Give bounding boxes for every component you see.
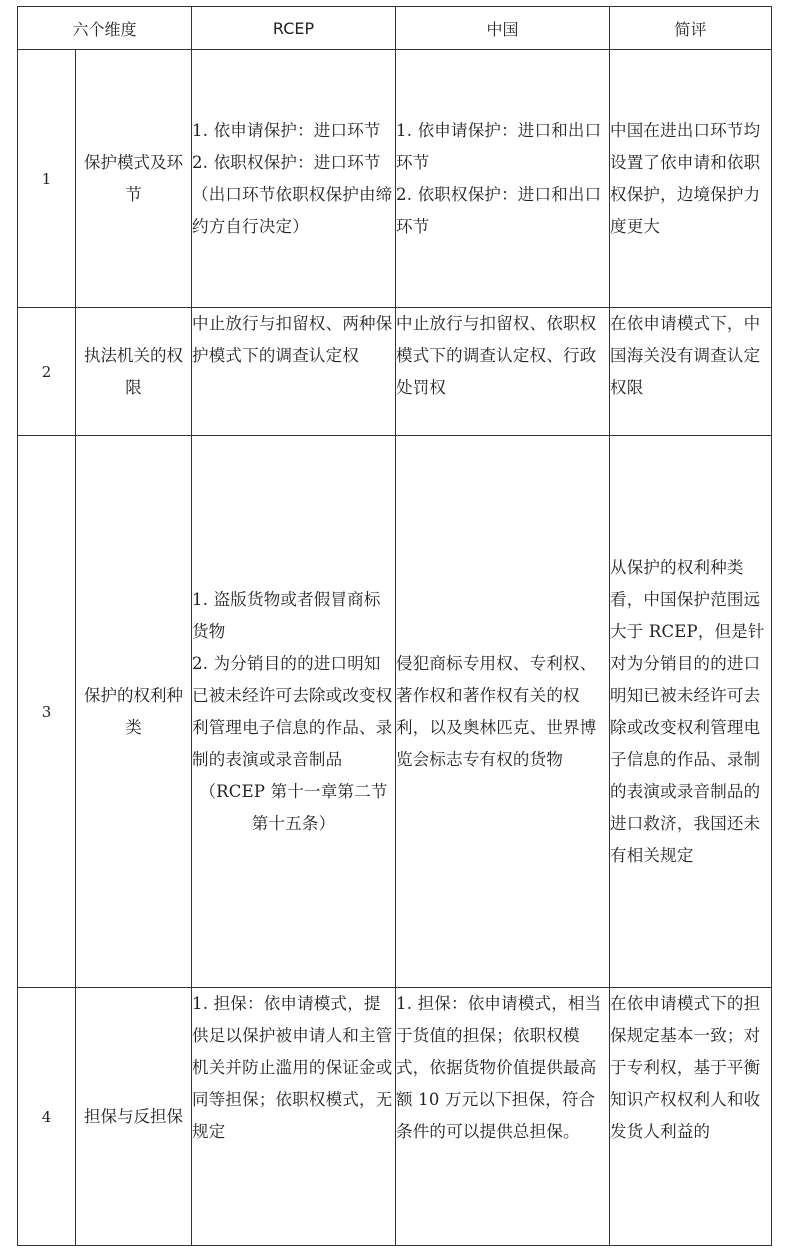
header-china: 中国: [396, 7, 610, 50]
row-number: 3: [18, 436, 76, 988]
table-row: [18, 50, 772, 308]
row-number: 1: [18, 50, 76, 308]
rcep-text: 1. 盗版货物或者假冒商标货物: [192, 589, 381, 641]
header-row: [18, 7, 772, 50]
comparison-table: [17, 6, 772, 1246]
table-row: [18, 308, 772, 436]
china-cell: [396, 988, 610, 1246]
header-dimension: 六个维度: [18, 7, 192, 50]
rcep-citation: （RCEP 第十一章第二节第十五条）: [199, 781, 388, 833]
china-text: 1. 依申请保护：进口和出口环节: [396, 120, 602, 172]
header-rcep: RCEP: [192, 7, 396, 50]
china-cell: [396, 50, 610, 308]
rcep-text: 2. 为分销目的的进口明知已被未经许可去除或改变权利管理电子信息的作品、录制的表演或录音制品: [192, 653, 393, 769]
header-comment: 简评: [610, 7, 772, 50]
china-text: 2. 依职权保护：进口和出口环节: [396, 184, 602, 236]
rcep-text: 2. 依职权保护：进口环节（出口环节依职权保护由缔约方自行决定）: [192, 152, 393, 236]
china-text: 1. 担保：依申请模式，相当于货值的担保；依职权模式，依据货物价值提供最高额 10 万元以下担保，符合条件的可以提供总担保。: [396, 994, 602, 1141]
rcep-cell: [192, 436, 396, 988]
comment-cell: [610, 50, 772, 308]
comment-text: 从保护的权利种类看，中国保护范围远大于 RCEP，但是针对为分销目的的进口明知已被未经许可去除或改变权利管理电子信息的作品、录制的表演或录音制品的进口救济，我国还未有相关规定: [610, 557, 765, 865]
row-number: 4: [18, 988, 76, 1246]
rcep-cell: [192, 308, 396, 436]
comment-cell: [610, 308, 772, 436]
china-cell: [396, 436, 610, 988]
rcep-text: 1. 依申请保护：进口环节: [192, 120, 381, 140]
china-text: 中止放行与扣留权、依职权模式下的调查认定权、行政处罚权: [396, 314, 597, 397]
china-cell: [396, 308, 610, 436]
row-number: 2: [18, 308, 76, 436]
table-row: [18, 988, 772, 1246]
comment-cell: [610, 436, 772, 988]
table-row: [18, 436, 772, 988]
rcep-text: 中止放行与扣留权、两种保护模式下的调查认定权: [192, 314, 393, 365]
comment-text: 在依申请模式下，中国海关没有调查认定权限: [610, 314, 761, 397]
china-text: 侵犯商标专用权、专利权、著作权和著作权有关的权利，以及奥林匹克、世界博览会标志专有权的货物: [396, 653, 597, 769]
row-dimension: 保护模式及环节: [76, 50, 192, 308]
rcep-cell: [192, 50, 396, 308]
rcep-text: 1. 担保：依申请模式，提供足以保护被申请人和主管机关并防止滥用的保证金或同等担保；依职权模式，无规定: [192, 994, 393, 1141]
rcep-cell: [192, 988, 396, 1246]
row-dimension: 执法机关的权限: [76, 308, 192, 436]
comment-text: 中国在进出口环节均设置了依申请和依职权保护，边境保护力度更大: [610, 120, 761, 236]
row-dimension: 担保与反担保: [76, 988, 192, 1246]
row-dimension: 保护的权利种类: [76, 436, 192, 988]
comment-text: 在依申请模式下的担保规定基本一致；对于专利权，基于平衡知识产权权利人和收发货人利益的: [610, 994, 761, 1141]
comment-cell: [610, 988, 772, 1246]
